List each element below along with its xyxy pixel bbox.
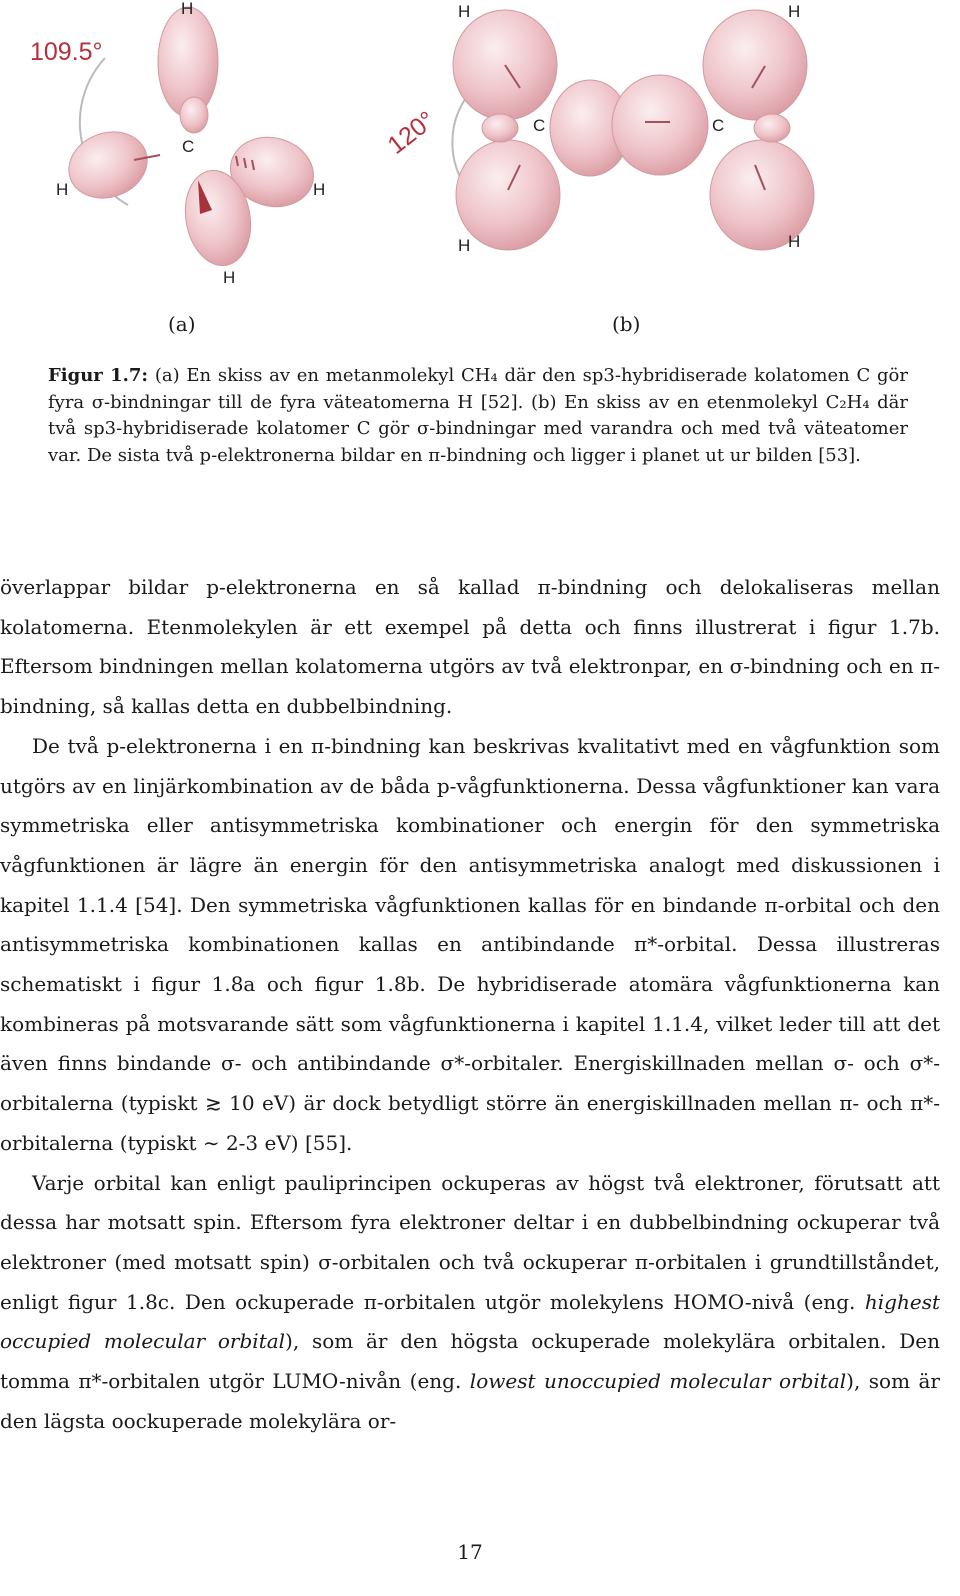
paragraph-1: överlappar bildar p-elektronerna en så kallad π-bindning och delokaliseras mellan kolatomerna. Etenmolekylen är ett exempel på detta och finns illustrerat i figur 1.7b. Eftersom bindningen mellan kolatomerna utgörs av två elektronpar, en σ-bindning och en π-bindning, så kallas detta en dubbelbindning. [0, 575, 940, 719]
ethene-sketch [382, 2, 814, 255]
atom-h-bottom-left: H [458, 236, 471, 255]
atom-h-bottom: H [223, 268, 236, 287]
body-text [0, 568, 940, 1441]
paragraph-3-term-lumo: lowest unoccupied molecular orbital [469, 1369, 847, 1394]
paragraph-3-part-1: Varje orbital kan enligt pauliprincipen ockuperas av högst två elektroner, förutsatt att dessa har motsatt spin. Eftersom fyra elektroner deltar i en dubbelbindning ockuperar två elektroner (med motsatt spin) σ-orbitalen och två ockuperar π-orbitalen i grundtillståndet, enligt figur 1.8c. Den ockuperade π-orbitalen utgör molekylens HOMO-nivå (eng. [0, 1170, 940, 1314]
atom-h-top-left: H [458, 2, 471, 21]
subfigure-label-a: (a) [168, 312, 196, 336]
paragraph-3-part-3: ), som är den lägsta oockuperade molekylära or- [0, 1369, 940, 1433]
paragraph-3-term-homo: highest occupied molecular orbital [0, 1289, 940, 1354]
atom-c-center: C [182, 137, 195, 156]
atom-h-right: H [313, 180, 326, 199]
atom-h-top: H [181, 0, 194, 18]
atom-c-right: C [712, 116, 725, 135]
atom-h-bottom-right: H [788, 232, 801, 251]
atom-h-left: H [56, 180, 69, 199]
paragraph-3-part-2: ), som är den högsta ockuperade molekylära orbitalen. Den tomma π*-orbitalen utgör LUMO-nivån (eng. [0, 1329, 940, 1394]
figure-caption [48, 363, 908, 469]
paragraph-3 [0, 1164, 940, 1442]
angle-label-a: 109.5° [30, 38, 103, 66]
paragraph-2: De två p-elektronerna i en π-bindning kan beskrivas kvalitativt med en vågfunktion som utgörs av en linjärkombination av de båda p-vågfunktionerna. Dessa vågfunktioner kan vara symmetriska eller antisymmetriska kombinationer och energin för den symmetriska vågfunktionen är lägre än energin för den antisymmetriska analogt med diskussionen i kapitel 1.1.4 [54]. Den symmetriska vågfunktionen kallas för en bindande π-orbital och den antisymmetriska kombinationen kallas en antibindande π*-orbital. Dessa illustreras schematiskt i figur 1.8a och figur 1.8b. De hybridiserade atomära vågfunktionerna kan kombineras på motsvarande sätt som vågfunktionerna i kapitel 1.1.4, vilket leder till att det även finns bindande σ- och antibindande σ*-orbitaler. Energiskillnaden mellan σ- och σ*-orbitalerna (typiskt ≳ 10 eV) är dock betydligt större än energiskillnaden mellan π- och π*-orbitalerna (typiskt ∼ 2-3 eV) [55]. [0, 733, 940, 1155]
orbital-illustration [0, 0, 960, 320]
atom-c-left: C [533, 116, 546, 135]
page-number: 17 [457, 1540, 483, 1564]
methane-sketch [30, 0, 325, 287]
subfigure-label-b: (b) [612, 312, 641, 336]
caption-text: (a) En skiss av en metanmolekyl CH₄ där den sp3-hybridiserade kolatomen C gör fyra σ-bindningar till de fyra väteatomerna H [52]. (b) En skiss av en etenmolekyl C₂H₄ där två sp3-hybridiserade kolatomer C gör σ-bindningar med varandra och med två väteatomer var. De sista två p-elektronerna bildar en π-bindning och ligger i planet ut ur bilden [53]. [48, 365, 908, 466]
angle-label-b: 120° [382, 105, 441, 160]
caption-lead: Figur 1.7: [48, 365, 149, 386]
atom-h-top-right: H [788, 2, 801, 21]
figure-1-7 [0, 0, 960, 320]
